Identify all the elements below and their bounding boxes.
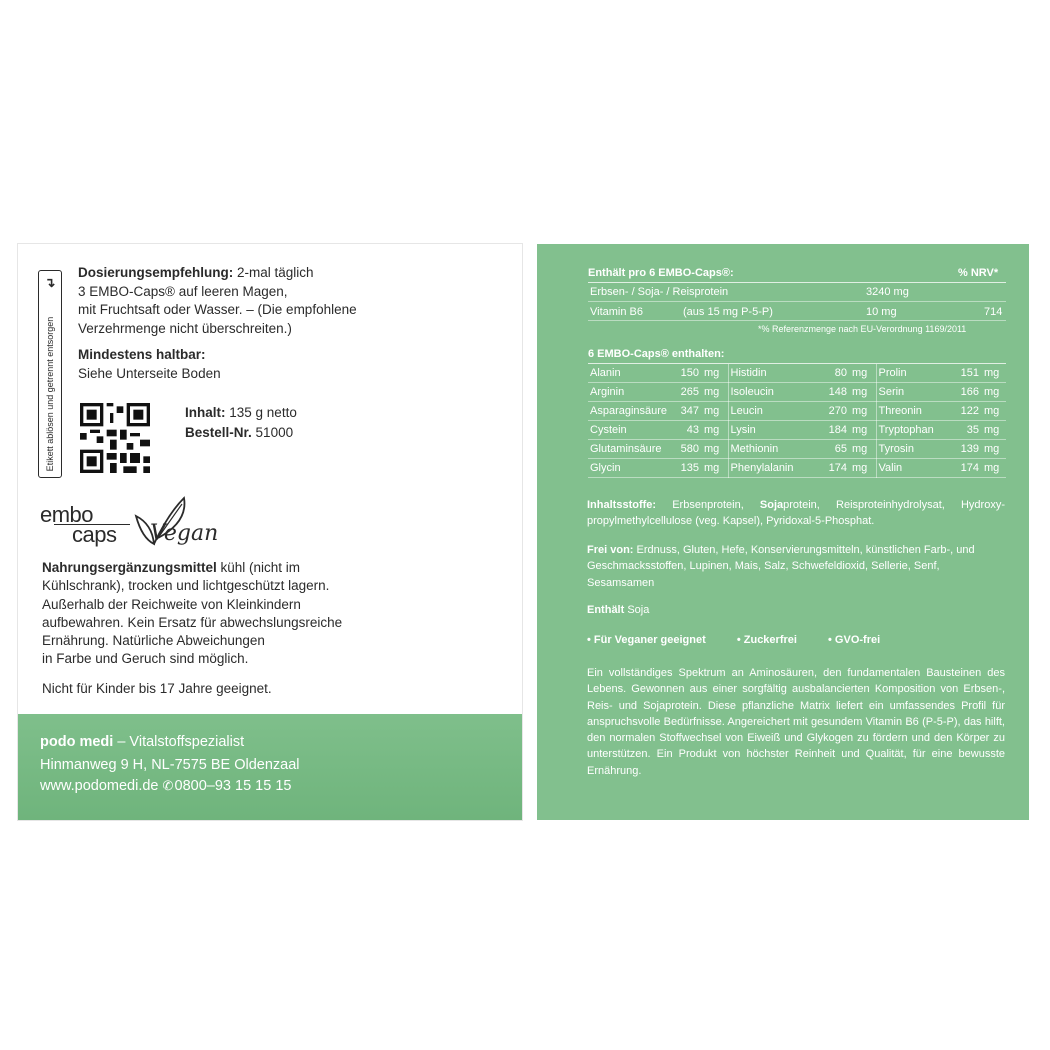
best-before-label: Mindestens haltbar:: [78, 347, 206, 362]
table-row: [588, 421, 1006, 440]
amino-name: Valin: [876, 459, 954, 478]
amino-value: 135: [674, 459, 702, 478]
vitamin-b6-name: Vitamin B6: [590, 306, 643, 318]
amino-value: 265: [674, 383, 702, 402]
footer-band: [18, 714, 522, 820]
amino-name: Lysin: [728, 421, 818, 440]
amino-value: 65: [818, 440, 850, 459]
amino-value: 150: [674, 364, 702, 383]
contains-label: Enthält: [587, 604, 625, 616]
free-from: [587, 542, 1005, 591]
ingredients-text-a: Erbsenprotein,: [656, 499, 760, 511]
qr-code-icon: [80, 403, 150, 473]
amino-unit: mg: [850, 440, 876, 459]
storage-text-4: aufbewahren. Kein Ersatz für abwechslungsreiche: [42, 614, 343, 630]
protein-name: Erbsen- / Soja- / Reisprotein: [590, 286, 729, 298]
embo-logo-bottom: caps: [54, 524, 130, 544]
embo-logo-top: embo: [40, 502, 94, 527]
amino-unit: mg: [982, 402, 1006, 421]
peel-off-box: [38, 270, 62, 478]
amino-value: 80: [818, 364, 850, 383]
amino-name: Leucin: [728, 402, 818, 421]
dosage-label: Dosierungsempfehlung:: [78, 265, 234, 280]
curved-arrow-icon: ↴: [44, 275, 56, 290]
content-value: 135 g netto: [229, 405, 297, 420]
amino-unit: mg: [982, 364, 1006, 383]
bullet-gmo-free: • GVO-frei: [828, 634, 881, 646]
ingredients: [587, 497, 1005, 530]
amino-unit: mg: [702, 440, 728, 459]
amino-value: 166: [954, 383, 982, 402]
amino-unit: mg: [850, 383, 876, 402]
storage-label: Nahrungsergänzungsmittel: [42, 560, 217, 575]
peel-off-text: Etikett ablösen und getrennt entsorgen: [45, 316, 55, 472]
amino-unit: mg: [850, 459, 876, 478]
amino-name: Alanin: [588, 364, 674, 383]
bullet-sugar-free: • Zuckerfrei: [736, 634, 797, 646]
best-before-text: Siehe Unterseite Boden: [78, 365, 221, 381]
amino-name: Glutaminsäure: [588, 440, 674, 459]
amino-value: 43: [674, 421, 702, 440]
nrv-header: Enthält pro 6 EMBO-Caps®:: [588, 267, 734, 279]
amino-unit: mg: [982, 459, 1006, 478]
vitamin-b6-nrv: 714: [984, 306, 1003, 318]
amino-name: Prolin: [876, 364, 954, 383]
table-row: [588, 440, 1006, 459]
free-from-label: Frei von:: [587, 544, 634, 556]
amino-value: 35: [954, 421, 982, 440]
storage-block: [42, 559, 372, 669]
table-row: [588, 364, 1006, 383]
amino-unit: mg: [702, 364, 728, 383]
footer-brand-line: [40, 734, 244, 750]
amino-name: Serin: [876, 383, 954, 402]
nrv-column-header: % NRV*: [958, 267, 999, 279]
amino-name: Tryptophan: [876, 421, 954, 440]
protein-value: 3240 mg: [866, 286, 909, 298]
footer-brand: podo medi: [40, 734, 114, 750]
footer-brand-rest: – Vitalstoffspezialist: [113, 734, 245, 750]
ingredients-soja: Soja: [759, 499, 784, 511]
table-row: [588, 383, 1006, 402]
amino-unit: mg: [850, 402, 876, 421]
amino-unit: mg: [982, 383, 1006, 402]
contains-value: Soja: [624, 604, 650, 616]
footer-contact-line: [40, 778, 291, 794]
amino-name: Threonin: [876, 402, 954, 421]
amino-value: 174: [954, 459, 982, 478]
amino-unit: mg: [982, 440, 1006, 459]
nrv-row-line: [588, 301, 1006, 302]
content-label: Inhalt:: [185, 405, 226, 420]
nrv-row-line: [588, 320, 1006, 321]
amino-name: Phenylalanin: [728, 459, 818, 478]
amino-name: Arginin: [588, 383, 674, 402]
content-block: [185, 403, 297, 443]
phone-icon: ✆: [162, 778, 174, 793]
amino-value: 151: [954, 364, 982, 383]
storage-text-1: kühl (nicht im: [216, 560, 301, 575]
nrv-footnote: *% Referenzmenge nach EU-Verordnung 1169/2011: [758, 324, 967, 334]
vitamin-b6-value: 10 mg: [866, 306, 897, 318]
vitamin-b6-note: (aus 15 mg P-5-P): [683, 306, 773, 318]
amino-name: Cystein: [588, 421, 674, 440]
amino-name: Tyrosin: [876, 440, 954, 459]
amino-value: 580: [674, 440, 702, 459]
amino-unit: mg: [850, 421, 876, 440]
amino-unit: mg: [702, 421, 728, 440]
amino-name: Methionin: [728, 440, 818, 459]
table-row: [588, 459, 1006, 478]
free-from-text: Erdnuss, Gluten, Hefe, Konservierungsmitteln, künstlichen Farb-, und Geschmacksstoffen, Lupinen, Mais, Salz, Schwefeldioxid, Sellerie, Senf, Sesamsamen: [587, 544, 975, 589]
amino-unit: mg: [702, 459, 728, 478]
ingredients-label: Inhaltsstoffe:: [587, 499, 657, 511]
amino-unit: mg: [850, 364, 876, 383]
amino-value: 122: [954, 402, 982, 421]
amino-value: 174: [818, 459, 850, 478]
amino-value: 270: [818, 402, 850, 421]
amino-name: Isoleucin: [728, 383, 818, 402]
amino-name: Glycin: [588, 459, 674, 478]
amino-name: Asparaginsäure: [588, 402, 674, 421]
dosage-text-4: Verzehrmenge nicht überschreiten.): [78, 320, 292, 336]
table-row: [588, 402, 1006, 421]
contains-allergen: [587, 602, 1005, 618]
embo-caps-logo: [40, 502, 130, 547]
storage-text-6: in Farbe und Geruch sind möglich.: [42, 651, 249, 667]
storage-text-5: Ernährung. Natürliche Abweichungen: [42, 633, 265, 649]
amino-unit: mg: [702, 402, 728, 421]
amino-value: 347: [674, 402, 702, 421]
storage-text-3: Außerhalb der Reichweite von Kleinkindern: [42, 596, 301, 612]
amino-unit: mg: [982, 421, 1006, 440]
vegan-logo-text: Vegan: [150, 521, 219, 546]
amino-value: 148: [818, 383, 850, 402]
order-number-value: 51000: [255, 425, 294, 440]
bullet-vegan: • Für Veganer geeignet: [587, 634, 706, 646]
footer-address: Hinmanweg 9 H, NL-7575 BE Oldenzaal: [40, 757, 300, 773]
dosage-text-1: 2-mal täglich: [233, 265, 314, 280]
dosage-text-3: mit Fruchtsaft oder Wasser. – (Die empfohlene: [78, 302, 357, 317]
age-warning: Nicht für Kinder bis 17 Jahre geeignet.: [42, 681, 272, 696]
amino-acid-table: [588, 364, 1006, 478]
footer-phone[interactable]: 0800–93 15 15 15: [174, 778, 292, 794]
order-number-label: Bestell-Nr.: [185, 425, 252, 440]
feature-bullets: [587, 634, 908, 646]
amino-header: 6 EMBO-Caps® enthalten:: [588, 348, 725, 360]
amino-value: 139: [954, 440, 982, 459]
dosage-block: [78, 264, 378, 338]
amino-value: 184: [818, 421, 850, 440]
ingredients-text-b: protein, Reisproteinhydrolysat, Hydroxy-propylmethylcellulose (veg. Kapsel), Pyridoxal-5-Phosphat.: [587, 499, 1005, 528]
product-description: Ein vollständiges Spektrum an Aminosäuren, den fundamentalen Bausteinen des Lebens. Gewonnen aus einer sorgfältig ausbalancierten Komposition von Erbsen-, Reis- und Sojaprotein. Diese pflanzliche Matrix liefert ein umfassendes Profil für anspruchsvolle Bedürfnisse. Angereichert mit gesundem Vitamin B6 (P-5-P), das hilft, den normalen Stoffwechsel von Eiweiß und Glykogen zu fördern und den Körper zu unterstützen. Ein Produkt von höchster Reinheit und Qualität, für eine bewusste Ernährung.: [587, 667, 1005, 777]
dosage-text-2: 3 EMBO-Caps® auf leeren Magen,: [78, 283, 288, 299]
amino-name: Histidin: [728, 364, 818, 383]
amino-unit: mg: [702, 383, 728, 402]
nrv-header-line: [588, 282, 1006, 283]
best-before-block: [78, 346, 378, 383]
storage-text-2: Kühlschrank), trocken und lichtgeschützt lagern.: [42, 578, 330, 594]
footer-website[interactable]: www.podomedi.de: [40, 778, 159, 794]
